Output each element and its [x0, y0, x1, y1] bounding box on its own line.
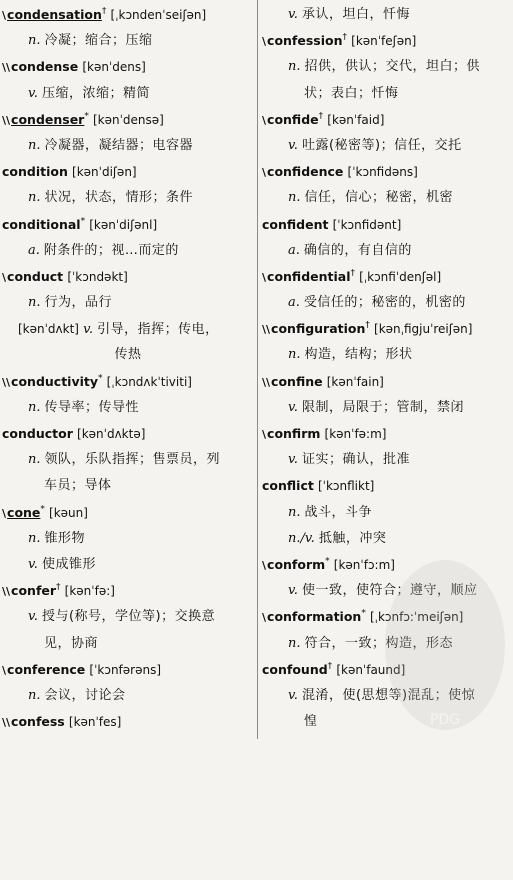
- sense-line: [262, 238, 508, 264]
- part-of-speech: v.: [288, 7, 298, 22]
- watermark-text: PDG: [429, 712, 461, 728]
- headword: confidential: [267, 268, 351, 284]
- sense-line: [262, 395, 508, 421]
- entry-line: [2, 657, 254, 683]
- definition-continuation: [262, 709, 508, 735]
- definition: 授与(称号，学位等)；交换意: [41, 609, 216, 625]
- part-of-speech: n.: [28, 452, 41, 468]
- entry-mark: \\: [2, 61, 11, 75]
- entry-line: [2, 369, 254, 395]
- sense-line: [262, 185, 508, 211]
- headword: confess: [11, 714, 65, 730]
- headword: confidence: [267, 164, 344, 180]
- left-column: [2, 2, 254, 735]
- entry-line: [262, 28, 508, 54]
- pronunciation: [ˌkɔnfɔ:ˈmeiʃən]: [369, 610, 464, 625]
- definition: 使成锥形: [41, 556, 96, 572]
- entry-mark: \: [262, 428, 267, 441]
- definition: 状；表白；忏悔: [304, 85, 399, 101]
- part-of-speech: v.: [28, 609, 38, 625]
- entry-line: [2, 709, 254, 735]
- pronunciation: [ˌkɔnfiˈdenʃəl]: [359, 269, 442, 284]
- headword: conditional: [2, 216, 81, 232]
- entry-line: [262, 604, 508, 630]
- definition: 冷凝；缩合；压缩: [44, 33, 153, 49]
- definition: 锥形物: [44, 530, 86, 546]
- definition: 传导率；传导性: [44, 399, 140, 415]
- part-of-speech: n.: [288, 190, 301, 206]
- sense-line: [2, 238, 254, 264]
- headword: condense: [11, 59, 79, 75]
- definition: 符合，一致；构造，形态: [304, 635, 454, 651]
- headword: confer: [11, 583, 57, 599]
- pronunciation: [kənˈfeʃən]: [351, 34, 417, 49]
- entry-line: [2, 159, 254, 185]
- pronunciation: [kəun]: [49, 505, 88, 520]
- entry-mark: \: [262, 166, 267, 180]
- headword: confine: [271, 373, 323, 389]
- definition: 确信的，有自信的: [303, 242, 412, 258]
- entry-line: [262, 107, 508, 133]
- entry-mark: \: [2, 506, 7, 520]
- definition: 传热: [114, 347, 142, 363]
- pronunciation: [kənˈfɔ:m]: [333, 557, 395, 572]
- pronunciation: [kənˈfaund]: [336, 662, 406, 677]
- definition: 抵触，冲突: [318, 530, 387, 546]
- definition: 信任，信心；秘密，机密: [304, 190, 454, 206]
- sense-line: [262, 447, 508, 473]
- definition: 战斗，斗争: [304, 504, 373, 520]
- entry-line: [2, 212, 254, 238]
- pronunciation: [ˈkɔnflikt]: [317, 479, 375, 494]
- frequency-mark: *: [80, 216, 86, 227]
- frequency-mark: *: [98, 373, 103, 384]
- sense-line: [262, 133, 508, 159]
- part-of-speech: a.: [28, 242, 40, 258]
- frequency-mark: *: [361, 608, 366, 619]
- pronunciation: [kənˈfain]: [326, 374, 384, 389]
- definition: 证实；确认，批准: [301, 452, 410, 468]
- pronunciation: [ˈkɔnfərəns]: [89, 662, 162, 677]
- headword: conformation: [267, 609, 362, 625]
- part-of-speech: n./v.: [288, 530, 315, 546]
- headword: confident: [262, 216, 329, 232]
- sense-line: [262, 2, 508, 28]
- part-of-speech: v.: [288, 452, 298, 468]
- entry-mark: \\: [2, 716, 11, 730]
- sense-line: [262, 578, 508, 604]
- pronunciation: [ˈkɔnfidəns]: [347, 165, 418, 180]
- definition: 状况，状态，情形；条件: [44, 190, 194, 206]
- frequency-mark: †: [350, 268, 355, 279]
- entry-mark: \: [262, 35, 267, 49]
- definition-continuation: [2, 473, 254, 499]
- part-of-speech: n.: [28, 295, 41, 311]
- part-of-speech: n.: [288, 347, 301, 363]
- definition: 附条件的；视…而定的: [43, 242, 179, 258]
- part-of-speech: n.: [28, 399, 41, 415]
- entry-mark: \\: [262, 323, 271, 337]
- frequency-mark: †: [365, 320, 370, 331]
- headword: conductivity: [11, 373, 99, 389]
- headword: conductor: [2, 426, 73, 441]
- sense-line: [2, 395, 254, 421]
- pronunciation: [kənˈdensə]: [93, 112, 164, 127]
- headword: conference: [7, 661, 86, 677]
- entry-mark: \: [262, 113, 267, 127]
- headword: conduct: [7, 268, 64, 284]
- sense-line: [2, 81, 254, 107]
- definition: 见，协商: [44, 635, 99, 651]
- sense-line: [2, 133, 254, 159]
- entry-line: [2, 578, 254, 604]
- entry-mark: \\: [2, 375, 11, 389]
- entry-line: [2, 107, 254, 133]
- entry-line: [262, 421, 508, 447]
- definition: 承认，坦白，忏悔: [301, 7, 410, 22]
- entry-mark: \: [262, 611, 267, 625]
- sense-line: [2, 447, 254, 473]
- part-of-speech: v.: [83, 322, 94, 338]
- entry-line: [262, 212, 508, 238]
- definition: 会议，讨论会: [44, 687, 126, 703]
- definition: 吐露(秘密等)；信任，交托: [301, 137, 462, 153]
- pronunciation: [ˌkɔndʌkˈtiviti]: [106, 374, 192, 389]
- entry-line: [2, 54, 254, 80]
- definition: 限制，局限于；管制，禁闭: [301, 399, 464, 415]
- pronunciation: [kənˈdʌktə]: [77, 427, 146, 441]
- definition: 压缩，浓缩；精简: [41, 85, 150, 101]
- sense-line: [2, 683, 254, 709]
- entry-line: [262, 264, 508, 290]
- frequency-mark: *: [40, 504, 45, 515]
- definition-continuation: [2, 631, 254, 657]
- headword: condensation: [7, 7, 102, 22]
- entry-line: [262, 369, 508, 395]
- entry-mark: \: [2, 663, 7, 677]
- sense-line: [262, 290, 508, 316]
- headword: confound: [262, 661, 328, 677]
- entry-mark: \: [262, 558, 267, 572]
- entry-line: [262, 473, 508, 499]
- pronunciation: [kənˈdiʃən]: [72, 165, 137, 180]
- entry-mark: \\: [2, 113, 11, 127]
- headword: condition: [2, 164, 68, 180]
- headword: condenser: [11, 111, 85, 127]
- entry-line: [262, 159, 508, 185]
- pronunciation: [kənˈfə:m]: [324, 427, 387, 441]
- pronunciation: [kənˌfigjuˈreiʃən]: [374, 322, 473, 337]
- definition: 构造，结构；形状: [304, 347, 413, 363]
- frequency-mark: *: [325, 556, 330, 567]
- sense-line: [262, 500, 508, 526]
- pronunciation: [kənˈfə:]: [64, 584, 115, 599]
- sense-line: [2, 290, 254, 316]
- headword: confirm: [267, 426, 321, 441]
- part-of-speech: n.: [288, 635, 301, 651]
- part-of-speech: n.: [288, 59, 301, 75]
- sense-line: [262, 526, 508, 552]
- definition: 惶: [304, 714, 318, 730]
- definition: 冷凝器，凝结器；电容器: [44, 137, 194, 153]
- definition: 领队，乐队指挥；售票员，列: [44, 452, 221, 468]
- part-of-speech: v.: [28, 556, 38, 572]
- part-of-speech: v.: [288, 399, 298, 415]
- sense-line: [262, 54, 508, 80]
- frequency-mark: †: [342, 32, 347, 43]
- pronunciation: [kənˈdens]: [82, 60, 146, 75]
- sense-line: [2, 552, 254, 578]
- definition-continuation: [2, 342, 254, 368]
- entry-mark: \\: [2, 585, 11, 599]
- right-column: [262, 2, 508, 735]
- entry-mark: \: [262, 270, 267, 284]
- definition: 引导，指挥；传电，: [97, 322, 219, 338]
- column-divider: [257, 0, 258, 739]
- part-of-speech: v.: [28, 85, 38, 101]
- entry-line: [262, 552, 508, 578]
- part-of-speech: n.: [288, 504, 301, 520]
- definition: 混淆，使(思想等)混乱；使惊: [301, 687, 476, 703]
- headword: conflict: [262, 478, 314, 494]
- headword: cone: [7, 504, 41, 520]
- pronunciation: [kənˈdiʃənl]: [89, 217, 158, 232]
- entry-line: [262, 657, 508, 683]
- headword: confide: [267, 111, 319, 127]
- definition: 车员；导体: [44, 478, 112, 494]
- definition-continuation: [262, 81, 508, 107]
- definition: 招供，供认；交代，坦白；供: [304, 59, 481, 75]
- sense-line: [262, 631, 508, 657]
- pronunciation: [ˈkɔndəkt]: [67, 269, 128, 284]
- sense-line: [262, 683, 508, 709]
- part-of-speech: v.: [288, 687, 298, 703]
- part-of-speech: n.: [28, 687, 41, 703]
- part-of-speech: n.: [28, 137, 41, 153]
- sense-line: [2, 185, 254, 211]
- pronunciation: [kənˈfes]: [68, 715, 122, 730]
- headword: confession: [267, 33, 343, 49]
- frequency-mark: †: [56, 582, 61, 593]
- headword: conform: [267, 556, 326, 572]
- part-of-speech: n.: [28, 33, 41, 49]
- frequency-mark: *: [84, 111, 89, 122]
- part-of-speech: a.: [288, 242, 300, 258]
- definition: 使一致，使符合；遵守，顺应: [301, 583, 478, 599]
- pronunciation: [ˈkɔnfidənt]: [332, 217, 402, 232]
- part-of-speech: n.: [28, 190, 41, 206]
- frequency-mark: †: [327, 661, 333, 672]
- definition: 行为，品行: [44, 295, 113, 311]
- frequency-mark: †: [101, 6, 107, 17]
- entry-line: [262, 316, 508, 342]
- sense-line: [2, 526, 254, 552]
- definition: 受信任的；秘密的，机密的: [303, 295, 466, 311]
- entry-line: [2, 500, 254, 526]
- entry-mark: \\: [262, 375, 271, 389]
- part-of-speech: a.: [288, 295, 300, 311]
- frequency-mark: †: [318, 111, 324, 122]
- entry-line: [2, 2, 254, 28]
- entry-line: [2, 421, 254, 447]
- part-of-speech: v.: [288, 137, 298, 153]
- pronunciation: [ˌkɔndenˈseiʃən]: [110, 8, 207, 22]
- pronunciation: [kənˈfaid]: [327, 112, 385, 127]
- pronunciation: [kənˈdʌkt]: [18, 322, 79, 337]
- part-of-speech: n.: [28, 530, 41, 546]
- entry-mark: \: [2, 9, 7, 22]
- sense-line: [2, 28, 254, 54]
- sense-line: [2, 604, 254, 630]
- part-of-speech: v.: [288, 583, 298, 599]
- entry-line: [2, 264, 254, 290]
- sense-line: [262, 342, 508, 368]
- sense-line: [2, 316, 254, 342]
- headword: configuration: [271, 321, 366, 337]
- entry-mark: \: [2, 270, 7, 284]
